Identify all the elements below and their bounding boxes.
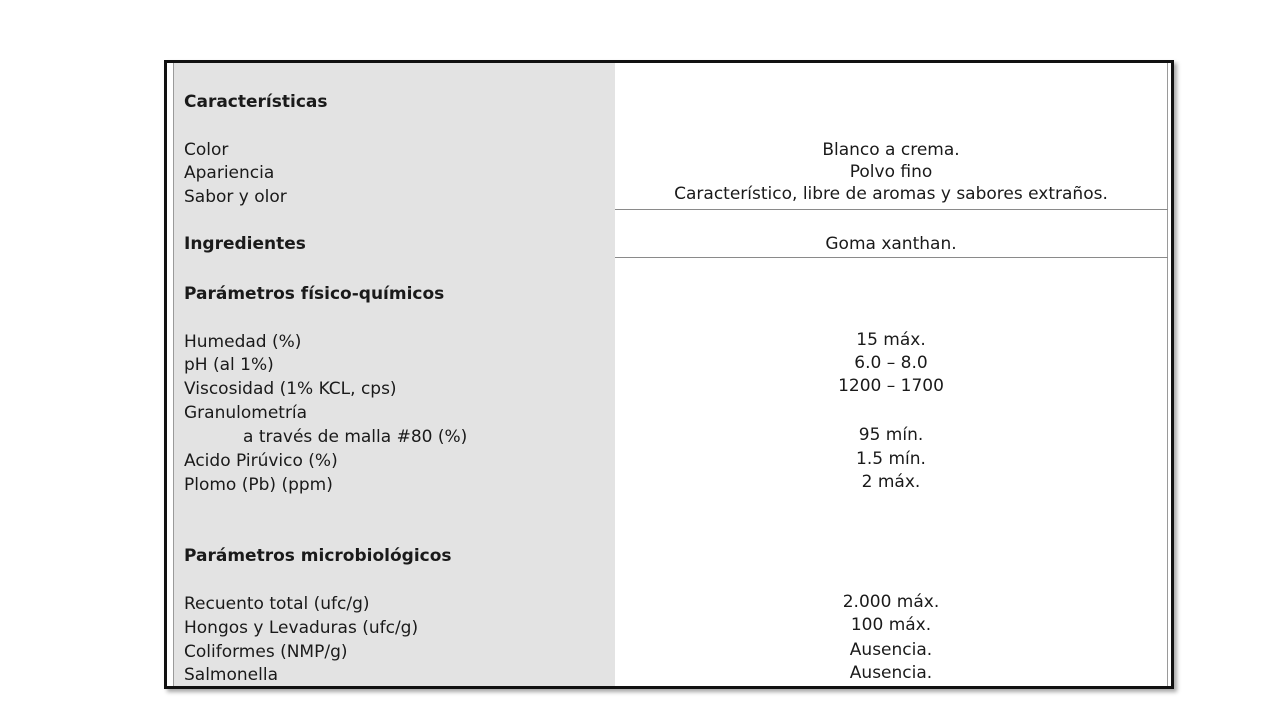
param-value-plomo: 2 máx. [861, 472, 921, 492]
param-value-sabor-olor: Característico, libre de aromas y sabores extraños. [674, 184, 1108, 204]
param-value-recuento-total: 2.000 máx. [842, 592, 940, 612]
param-label-hongos-levaduras: Hongos y Levaduras (ufc/g) [184, 618, 419, 638]
param-label-recuento-total: Recuento total (ufc/g) [184, 594, 370, 614]
param-value-color: Blanco a crema. [822, 140, 960, 160]
specification-table [164, 60, 1174, 689]
param-value-acido-piruvico: 1.5 mín. [856, 449, 926, 469]
param-value-coliformes: Ausencia. [849, 640, 933, 660]
param-value-salmonella: Ausencia. [849, 663, 933, 683]
param-label-plomo: Plomo (Pb) (ppm) [184, 475, 333, 495]
param-label-viscosidad: Viscosidad (1% KCL, cps) [184, 379, 397, 399]
param-label-salmonella: Salmonella [184, 665, 278, 685]
param-label-coliformes: Coliformes (NMP/g) [184, 642, 348, 662]
section-title-ingredientes: Ingredientes [184, 234, 306, 254]
row-divider [615, 209, 1168, 210]
param-label-ph: pH (al 1%) [184, 355, 274, 375]
param-label-malla: a través de malla #80 (%) [243, 427, 468, 447]
section-title-microbiologicos: Parámetros microbiológicos [184, 546, 452, 566]
param-label-apariencia: Apariencia [184, 163, 275, 183]
row-divider [615, 257, 1168, 258]
param-value-humedad: 15 máx. [856, 330, 926, 350]
param-value-hongos-levaduras: 100 máx. [850, 615, 932, 635]
section-title-fisico-quimicos: Parámetros físico-químicos [184, 284, 445, 304]
param-value-malla: 95 mín. [858, 425, 924, 445]
param-label-sabor-olor: Sabor y olor [184, 187, 287, 207]
param-label-color: Color [184, 140, 229, 160]
param-label-humedad: Humedad (%) [184, 332, 302, 352]
section-title-caracteristicas: Características [184, 92, 328, 112]
param-value-apariencia: Polvo fino [849, 162, 933, 182]
param-label-granulometria: Granulometría [184, 403, 308, 423]
param-value-ingredientes: Goma xanthan. [825, 234, 957, 254]
param-label-acido-piruvico: Acido Pirúvico (%) [184, 451, 338, 471]
param-value-viscosidad: 1200 – 1700 [838, 376, 944, 396]
param-value-ph: 6.0 – 8.0 [854, 353, 928, 373]
